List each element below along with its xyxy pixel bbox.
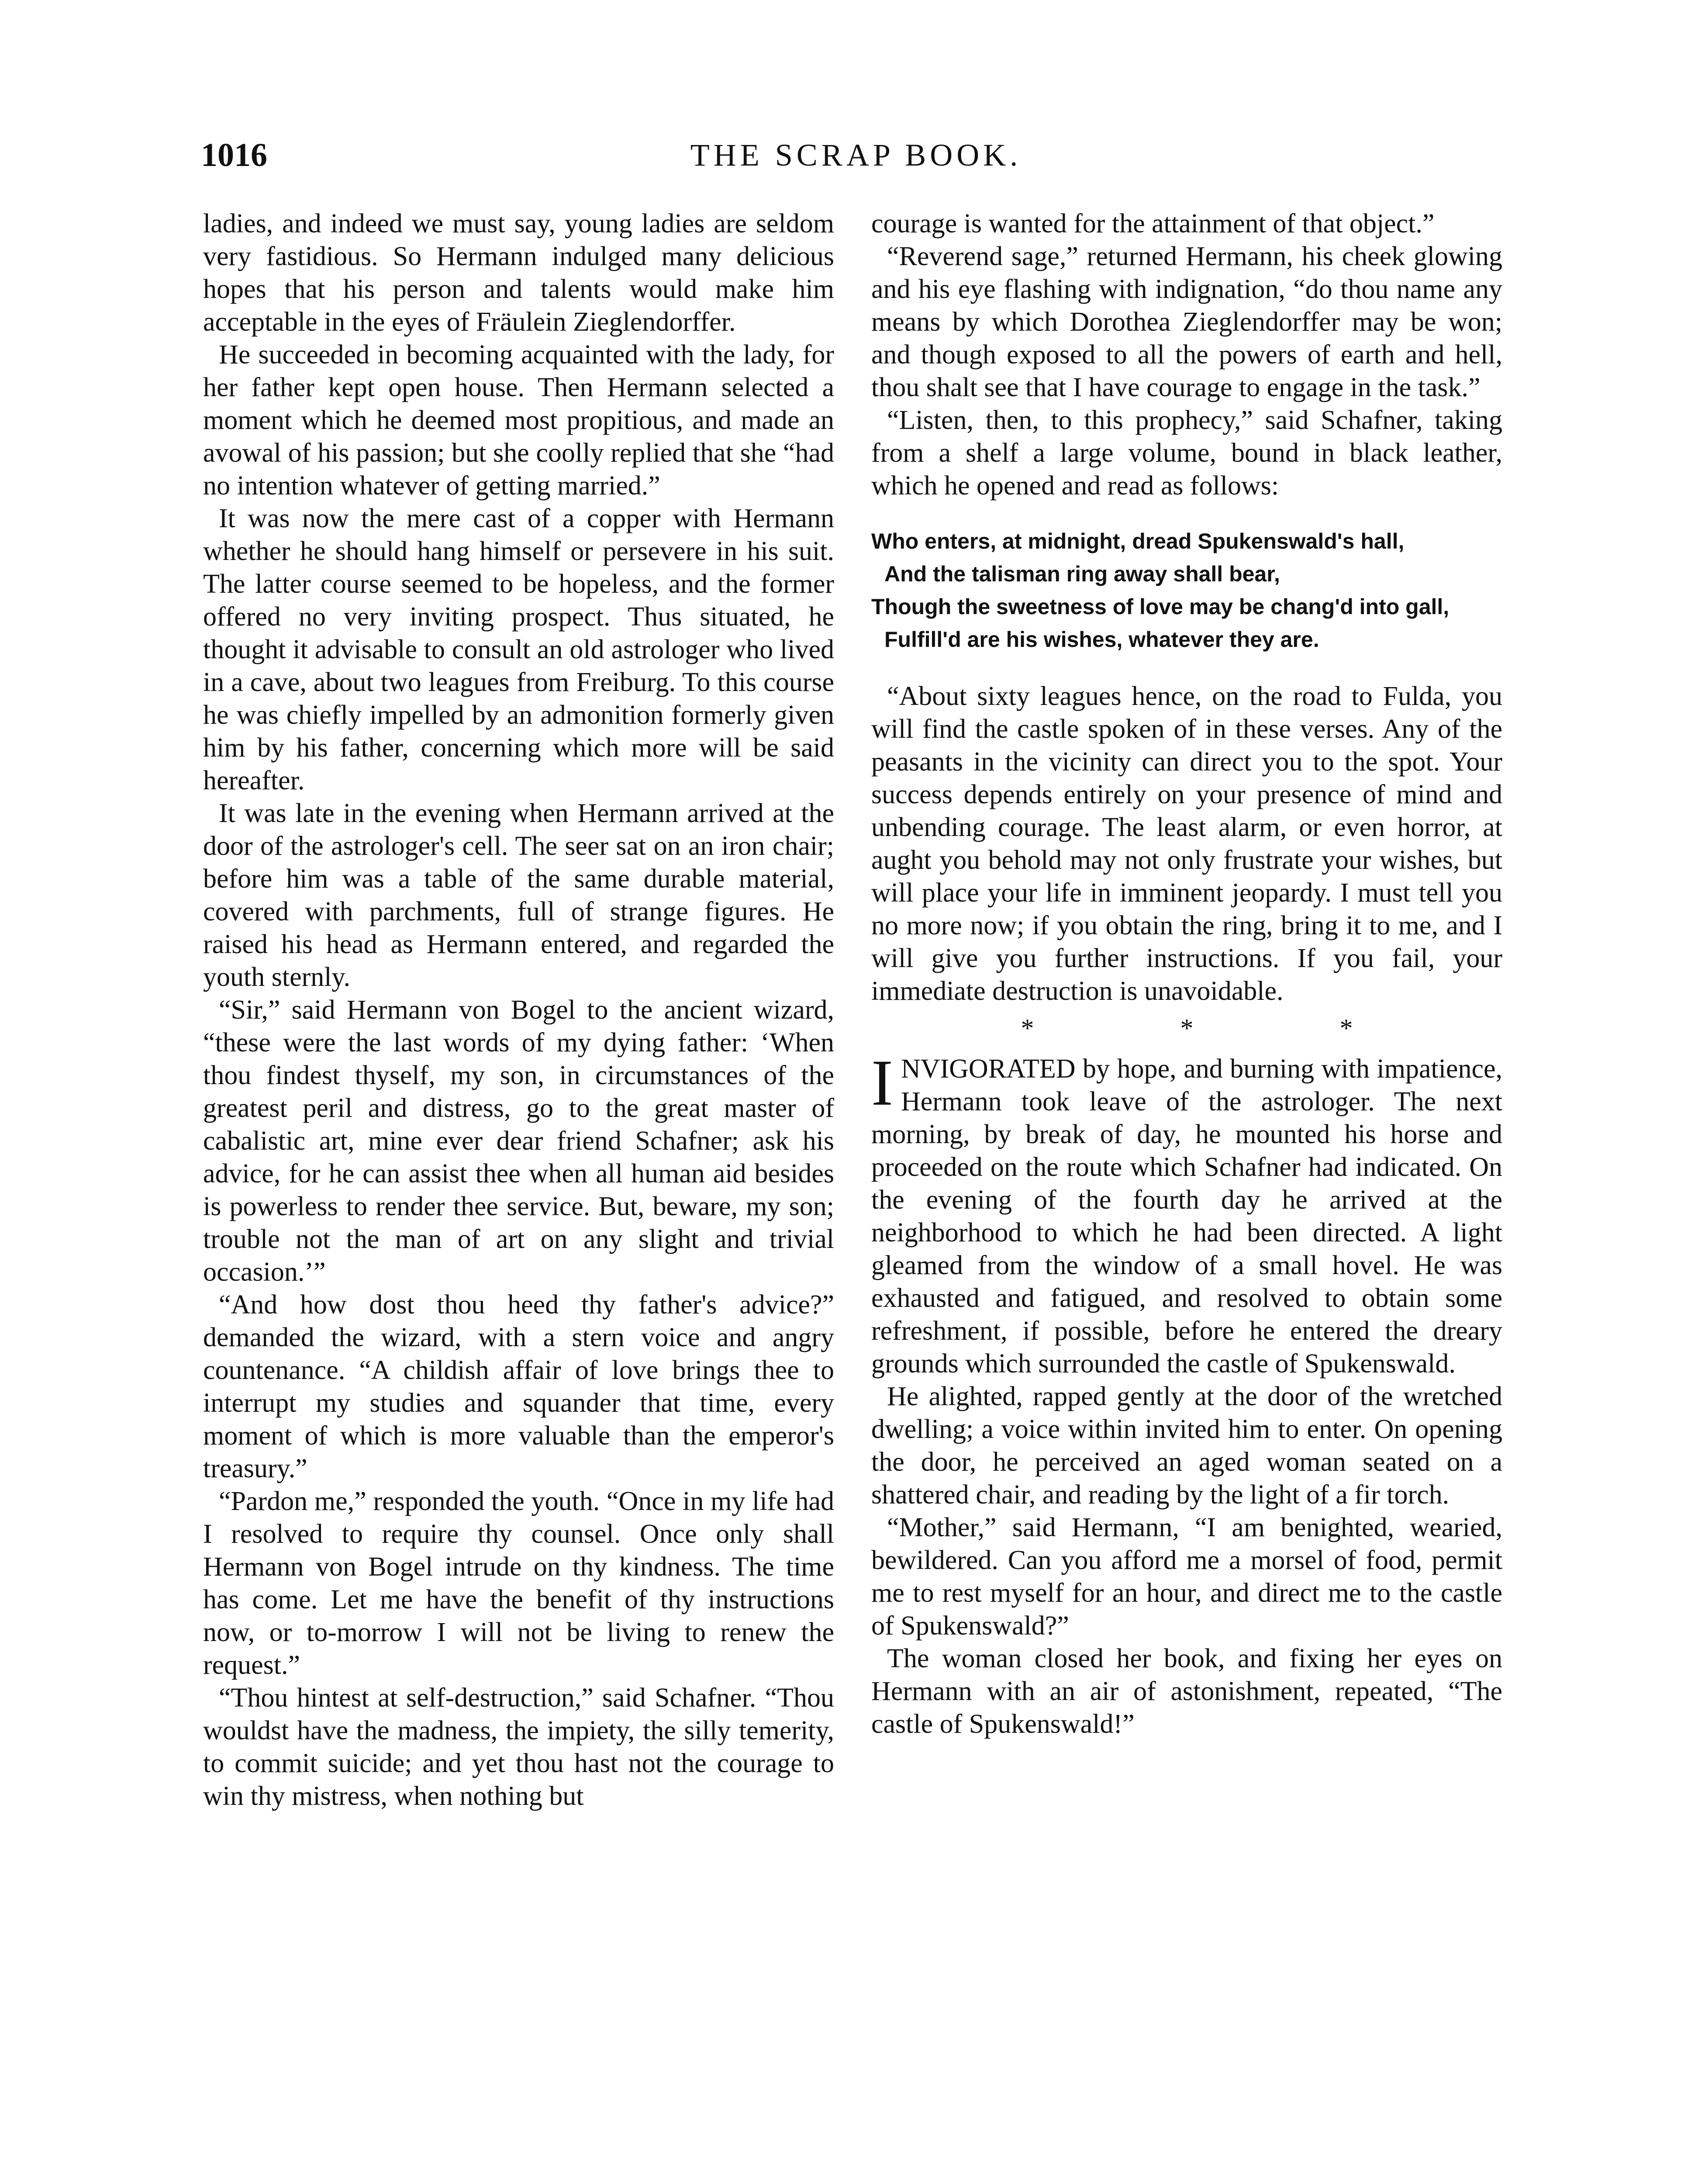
left-column bbox=[203, 207, 834, 1813]
paragraph: The woman closed her book, and fixing her eyes on Hermann with an air of astonishment, repeated, “The castle of Spukenswald!” bbox=[871, 1644, 1502, 1739]
drop-cap: I bbox=[871, 1047, 893, 1119]
paragraph: courage is wanted for the attainment of that object.” bbox=[871, 209, 1435, 238]
paragraph bbox=[871, 1047, 1502, 1380]
paragraph: “Listen, then, to this prophecy,” said Schafner, taking from a shelf a large volume, bound in black leather, which he opened and read as follows: bbox=[871, 405, 1502, 501]
paragraph: It was now the mere cast of a copper with Hermann whether he should hang himself or persevere in his suit. The latter course seemed to be hopeless, and the former offered no very inviting prospect. Thus situated, he thought it advisable to consult an old astrologer who lived in a cave, about two leagues from Freiburg. To this course he was chiefly impelled by an admonition formerly given him by his father, concerning which more will be said hereafter. bbox=[203, 504, 834, 795]
right-column bbox=[871, 207, 1502, 1741]
prophecy-verse bbox=[871, 525, 1502, 656]
running-title: THE SCRAP BOOK. bbox=[690, 138, 1022, 173]
paragraph: He alighted, rapped gently at the door of the wretched dwelling; a voice within invited him to enter. On opening the door, he perceived an aged woman seated on a shattered chair, and reading by the light of a fir torch. bbox=[871, 1382, 1502, 1510]
section-separator: * * * bbox=[1021, 1014, 1423, 1043]
page-number: 1016 bbox=[201, 137, 267, 173]
paragraph: “Pardon me,” responded the youth. “Once in my life had I resolved to require thy counsel. Once only shall Hermann von Bogel intrude on thy kindness. The time has come. Let me have the benefit of thy instructions now, or to-morrow I will not be living to renew the request.” bbox=[203, 1486, 834, 1680]
paragraph: “Thou hintest at self-destruction,” said Schafner. “Thou wouldst have the madness, the impiety, the silly temerity, to commit suicide; and yet thou hast not the courage to win thy mistress, when nothing but bbox=[203, 1683, 834, 1811]
paragraph: “And how dost thou heed thy father's advice?” demanded the wizard, with a stern voice and angry countenance. “A childish affair of love brings thee to interrupt my studies and squander that time, every moment of which is more valuable than the emperor's treasury.” bbox=[203, 1290, 834, 1483]
paragraph: “Mother,” said Hermann, “I am benighted, wearied, bewildered. Can you afford me a morsel of food, permit me to rest myself for an hour, and direct me to the castle of Spukenswald?” bbox=[871, 1513, 1502, 1641]
paragraph: It was late in the evening when Hermann arrived at the door of the astrologer's cell. The seer sat on an iron chair; before him was a table of the same durable material, covered with parchments, full of strange figures. He raised his head as Hermann entered, and regarded the youth sternly. bbox=[203, 798, 834, 992]
paragraph: “Reverend sage,” returned Hermann, his cheek glowing and his eye flashing with indignation, “do thou name any means by which Dorothea Zieglendorffer may be won; and though exposed to all the powers of earth and hell, thou shalt see that I have courage to engage in the task.” bbox=[871, 242, 1502, 402]
paragraph: ladies, and indeed we must say, young ladies are seldom very fastidious. So Hermann indulged many delicious hopes that his person and talents would make him acceptable in the eyes of Fräulein Zieglendorffer. bbox=[203, 209, 834, 337]
dropcap-paragraph-text: NVIGORATED by hope, and burning with impatience, Hermann took leave of the astrologer. The next morning, by break of day, he mounted his horse and proceeded on the route which Schafner had indicated. On the evening of the fourth day he arrived at the neighborhood to which he had been directed. A light gleamed from the window of a small hovel. He was exhausted and fatigued, and resolved to obtain some refreshment, if possible, before he entered the dreary grounds which surrounded the castle of Spukenswald. bbox=[871, 1054, 1502, 1379]
verse-line: And the talisman ring away shall bear, bbox=[884, 562, 1280, 586]
verse-line: Fulfill'd are his wishes, whatever they are. bbox=[884, 627, 1319, 652]
verse-line: Though the sweetness of love may be chang'd into gall, bbox=[871, 594, 1450, 619]
paragraph: “About sixty leagues hence, on the road to Fulda, you will find the castle spoken of in these verses. Any of the peasants in the vicinity can direct you to the spot. Your success depends entirely on your presence of mind and unbending courage. The least alarm, or even horror, at aught you behold may not only frustrate your wishes, but will place your life in imminent jeopardy. I must tell you no more now; if you obtain the ring, bring it to me, and I will give you further instructions. If you fail, your immediate destruction is unavoidable. bbox=[871, 681, 1502, 1006]
paragraph: “Sir,” said Hermann von Bogel to the ancient wizard, “these were the last words of my dying father: ‘When thou findest thyself, my son, in circumstances of the greatest peril and distress, go to the great master of cabalistic art, mine ever dear friend Schafner; ask his advice, for he can assist thee when all human aid besides is powerless to render thee service. But, beware, my son; trouble not the man of art on any slight and trivial occasion.’” bbox=[203, 995, 834, 1287]
page-header bbox=[201, 131, 1511, 179]
verse-line: Who enters, at midnight, dread Spukenswald's hall, bbox=[871, 529, 1405, 553]
paragraph: He succeeded in becoming acquainted with the lady, for her father kept open house. Then Hermann selected a moment which he deemed most propitious, and made an avowal of his passion; but she coolly replied that she “had no intention whatever of getting married.” bbox=[203, 340, 834, 501]
